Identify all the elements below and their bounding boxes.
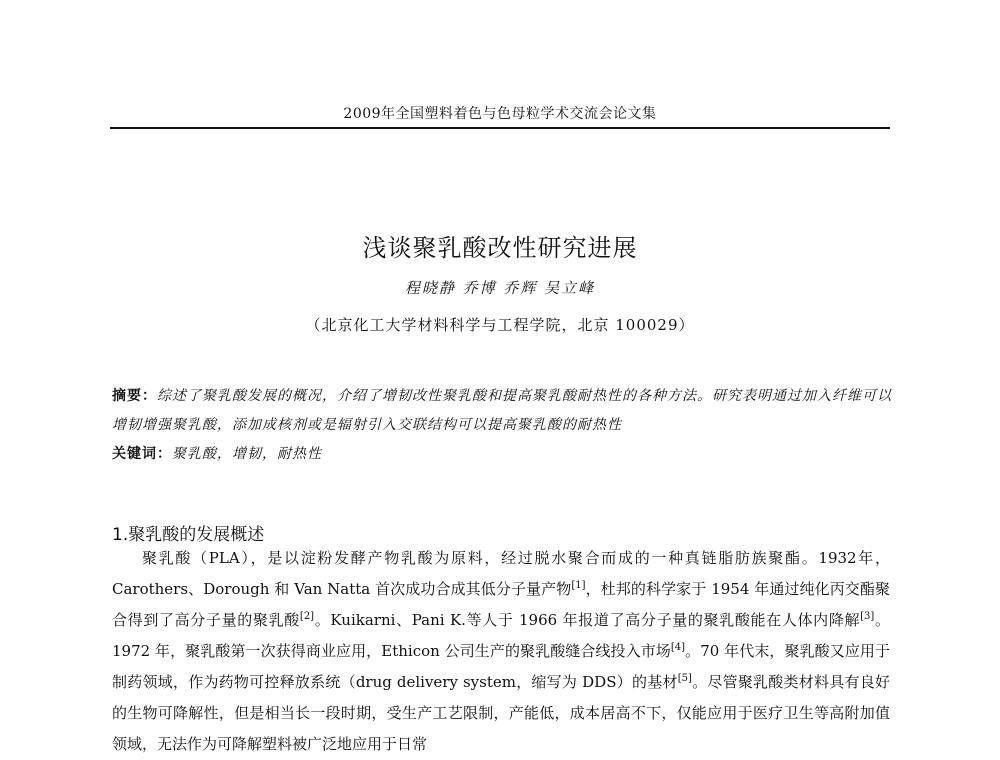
citation-4[interactable]: [4] xyxy=(670,642,686,653)
abstract-text: 综述了聚乳酸发展的概况，介绍了增韧改性聚乳酸和提高聚乳酸耐热性的各种方法。研究表明通过加入纤维可以增韧增强聚乳酸，添加成核剂或是辐射引入交联结构可以提高聚乳酸的耐热性 xyxy=(112,388,892,433)
body-sentence-2: ，杜邦的科学家于 1954 年通过纯化丙交酯聚合得到了高分子量的聚乳酸 xyxy=(112,580,891,629)
running-header-title: 2009年全国塑料着色与色母粒学术交流会论文集 xyxy=(343,106,657,122)
keywords-text: 聚乳酸，增韧，耐热性 xyxy=(172,446,322,462)
body-sentence-5: 。70 年代末，聚乳酸又应用于制药领域，作为药物可控释放系统（drug delivery system，缩写为 DDS）的基材 xyxy=(112,642,890,691)
body-sentence-4: 。1972 年，聚乳酸第一次获得商业应用，Ethicon 公司生产的聚乳酸缝合线投入市场 xyxy=(112,611,890,660)
citation-3[interactable]: [3] xyxy=(860,611,875,622)
abstract-block xyxy=(112,382,892,469)
section-heading: 1.聚乳酸的发展概述 xyxy=(112,525,265,545)
body-sentence-3: 。Kuikarni、Pani K.等人于 1966 年报道了高分子量的聚乳酸能在人体内降解 xyxy=(314,611,861,629)
paper-affiliation: （北京化工大学材料科学与工程学院，北京 100029） xyxy=(305,316,695,334)
keywords-line xyxy=(112,440,892,469)
citation-5[interactable]: [5] xyxy=(677,673,692,684)
paper-title: 浅谈聚乳酸改性研究进展 xyxy=(362,234,638,262)
body-text xyxy=(112,543,890,760)
header-rule xyxy=(110,127,890,129)
body-sentence-6: 。尽管聚乳酸类材料具有良好的生物可降解性，但是相当长一段时期，受生产工艺限制，产能低，成本居高不下，仅能应用于医疗卫生等高附加值领域，无法作为可降解塑料被广泛地应用于日常 xyxy=(112,673,890,753)
citation-1[interactable]: [1] xyxy=(571,580,586,591)
paper-authors: 程晓静 乔博 乔辉 吴立峰 xyxy=(404,279,596,297)
body-sentence-1: 聚乳酸（PLA），是以淀粉发酵产物乳酸为原料，经过脱水聚合而成的一种真链脂肪族聚酯。1932年，Carothers、Dorough 和 Van Natta 首次成功合成其低分子量产物 xyxy=(112,549,890,598)
body-paragraph xyxy=(112,543,890,760)
abstract-paragraph xyxy=(112,382,892,440)
citation-2[interactable]: [2] xyxy=(299,611,315,622)
keywords-label: 关键词： xyxy=(112,446,172,462)
abstract-label: 摘要： xyxy=(112,388,157,404)
